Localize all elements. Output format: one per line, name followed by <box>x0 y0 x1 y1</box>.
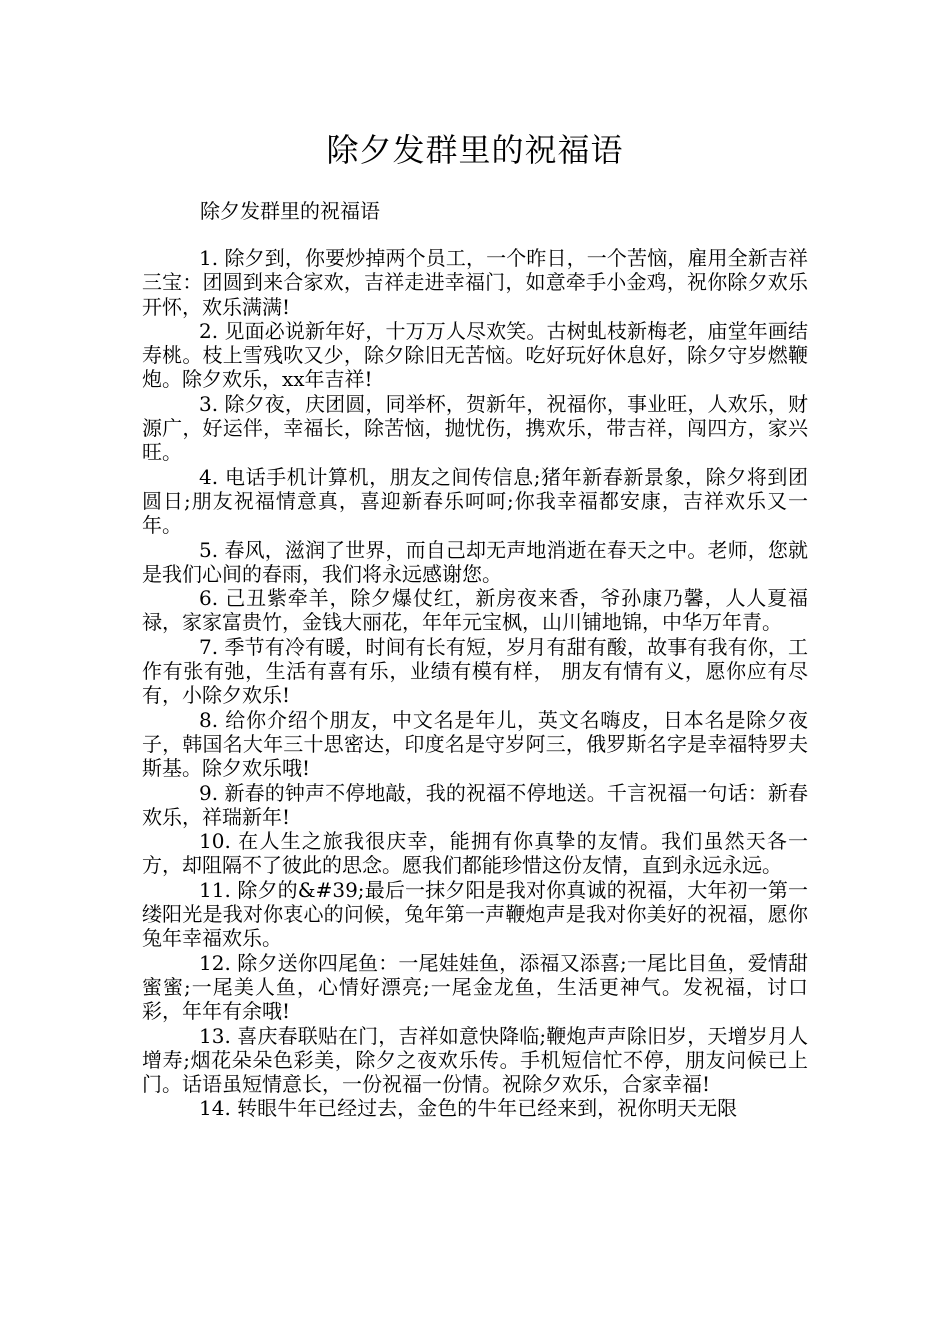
document-subtitle: 除夕发群里的祝福语 <box>200 199 380 223</box>
list-item: 5. 春风，滋润了世界，而自己却无声地消逝在春天之中。老师，您就是我们心间的春雨，我们将永远感谢您。 <box>142 537 808 586</box>
list-item: 3. 除夕夜，庆团圆，同举杯，贺新年，祝福你，事业旺，人欢乐，财源广，好运伴，幸福长，除苦恼，抛忧伤，携欢乐，带吉祥，闯四方，家兴旺。 <box>142 391 808 465</box>
list-item: 14. 转眼牛年已经过去，金色的牛年已经来到，祝你明天无限 <box>199 1096 738 1121</box>
document-body <box>142 246 808 1121</box>
list-item: 12. 除夕送你四尾鱼：一尾娃娃鱼，添福又添喜;一尾比目鱼，爱情甜蜜蜜;一尾美人鱼，心情好漂亮;一尾金龙鱼，生活更神气。发祝福，讨口彩，年年有余哦! <box>142 950 808 1024</box>
list-item: 2. 见面必说新年好，十万万人尽欢笑。古树虬枝新梅老，庙堂年画结寿桃。枝上雪残吹又少，除夕除旧无苦恼。吃好玩好休息好，除夕守岁燃鞭炮。除夕欢乐，xx年吉祥! <box>142 318 808 392</box>
list-item: 8. 给你介绍个朋友，中文名是年儿，英文名嗨皮，日本名是除夕夜子，韩国名大年三十思密达，印度名是守岁阿三，俄罗斯名字是幸福特罗夫斯基。除夕欢乐哦! <box>142 707 808 781</box>
list-item: 11. 除夕的&#39;最后一抹夕阳是我对你真诚的祝福，大年初一第一缕阳光是我对你衷心的问候，兔年第一声鞭炮声是我对你美好的祝福，愿你兔年幸福欢乐。 <box>142 877 808 951</box>
list-item: 1. 除夕到，你要炒掉两个员工，一个昨日，一个苦恼，雇用全新吉祥三宝：团圆到来合家欢，吉祥走进幸福门，如意牵手小金鸡，祝你除夕欢乐开怀，欢乐满满! <box>142 246 808 319</box>
list-item: 4. 电话手机计算机，朋友之间传信息;猪年新春新景象，除夕将到团圆日;朋友祝福情意真，喜迎新春乐呵呵;你我幸福都安康，吉祥欢乐又一年。 <box>142 464 808 538</box>
list-item: 13. 喜庆春联贴在门，吉祥如意快降临;鞭炮声声除旧岁，天增岁月人增寿;烟花朵朵色彩美，除夕之夜欢乐传。手机短信忙不停，朋友问候已上门。话语虽短情意长，一份祝福一份情。祝除夕欢乐，合家幸福! <box>142 1023 808 1097</box>
list-item: 9. 新春的钟声不停地敲，我的祝福不停地送。千言祝福一句话：新春欢乐，祥瑞新年! <box>142 780 808 829</box>
list-item: 6. 己丑紫牵羊，除夕爆仗红，新房夜来香，爷孙康乃馨，人人夏福禄，家家富贵竹，金钱大丽花，年年元宝枫，山川铺地锦，中华万年青。 <box>142 586 808 635</box>
list-item: 10. 在人生之旅我很庆幸，能拥有你真挚的友情。我们虽然天各一方，却阻隔不了彼此的思念。愿我们都能珍惜这份友情，直到永远永远。 <box>142 829 808 878</box>
list-item: 7. 季节有冷有暖，时间有长有短，岁月有甜有酸，故事有我有你，工作有张有弛，生活有喜有乐，业绩有模有样， 朋友有情有义，愿你应有尽有，小除夕欢乐! <box>142 634 808 708</box>
page-title: 除夕发群里的祝福语 <box>326 131 624 169</box>
